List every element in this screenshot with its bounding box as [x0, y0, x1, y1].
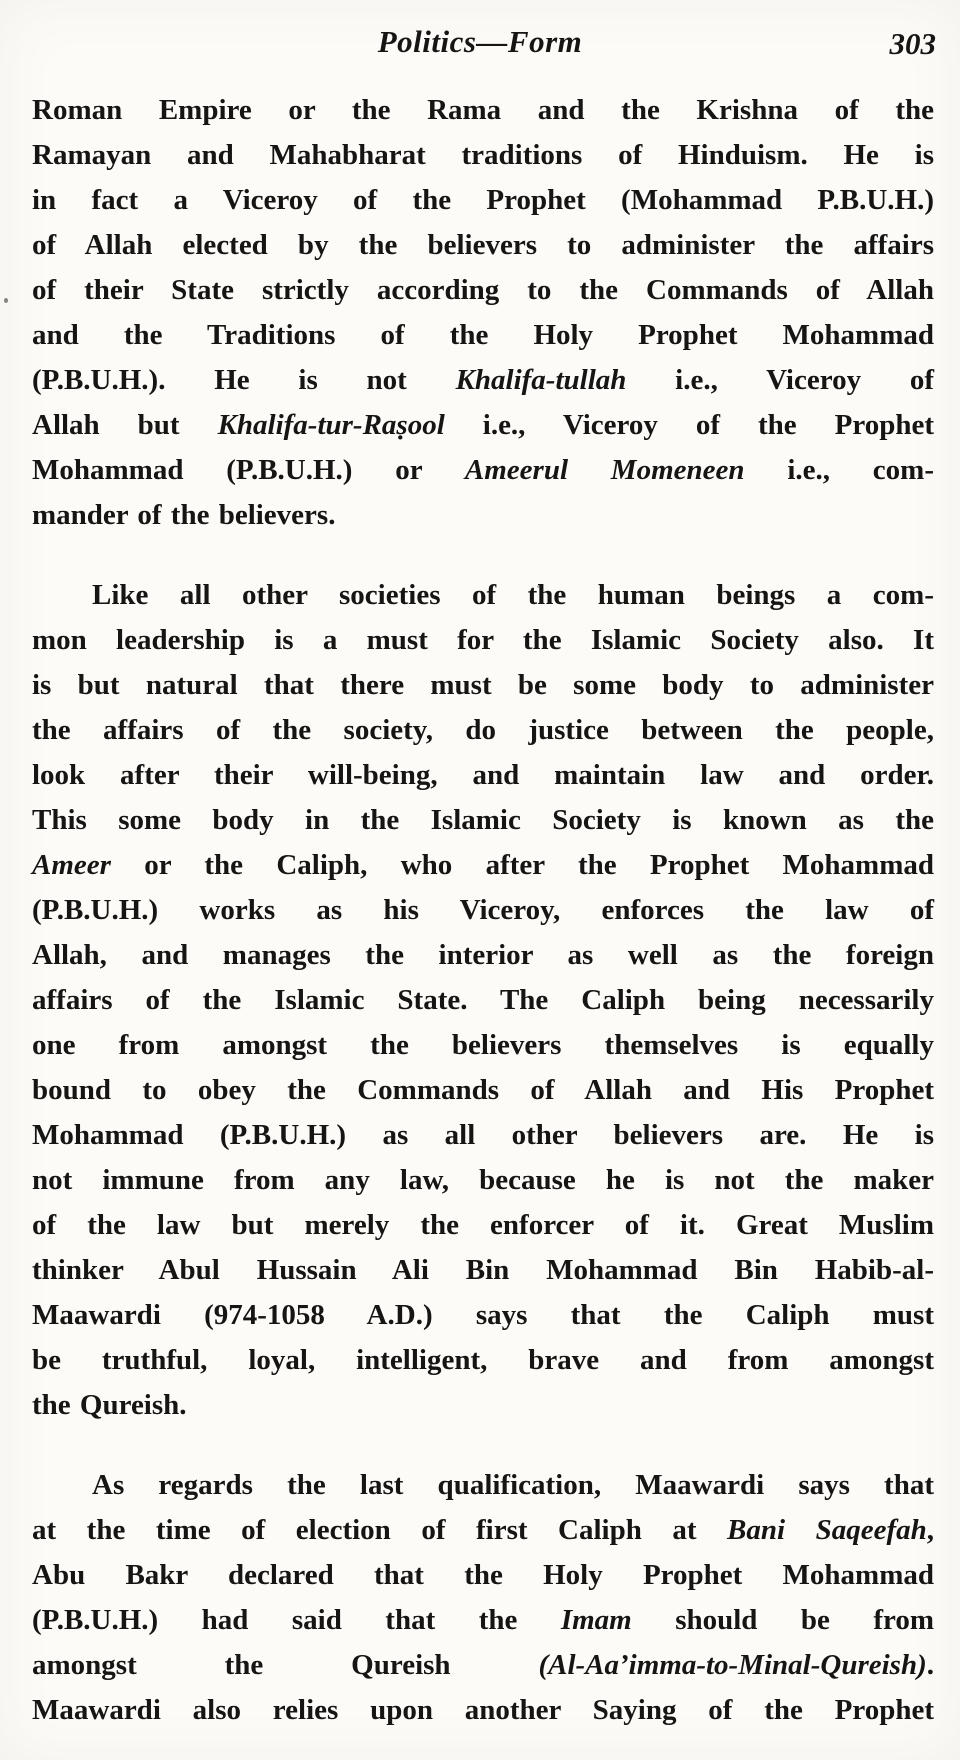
- text-line: [32, 618, 934, 663]
- text-line: [32, 1158, 934, 1203]
- text-line: [32, 1293, 934, 1338]
- text-line: [32, 1688, 934, 1733]
- text-line: [32, 1508, 934, 1553]
- text-line: [32, 223, 934, 268]
- italic-term: (Al-Aa’imma-to-Minal-Qureish): [538, 1649, 927, 1681]
- text-segment: Mohammad (P.B.U.H.) or: [32, 454, 465, 486]
- text-segment: Maawardi (974-1058 A.D.) says that the Caliph must: [32, 1299, 934, 1331]
- text-line: [32, 313, 934, 358]
- text-segment: (P.B.U.H.) works as his Viceroy, enforces the law of: [32, 894, 934, 926]
- italic-term: Ameerul Momeneen: [464, 454, 745, 486]
- text-segment: be truthful, loyal, intelligent, brave and from amongst: [32, 1344, 934, 1376]
- text-line: [32, 1068, 934, 1113]
- running-header: [0, 24, 960, 72]
- text-segment: affairs of the Islamic State. The Caliph being necessarily: [32, 984, 934, 1016]
- text-segment: of Allah elected by the believers to administer the affairs: [32, 229, 934, 261]
- text-segment: one from amongst the believers themselves is equally: [32, 1029, 934, 1061]
- text-line: [32, 978, 934, 1023]
- text-line: [32, 1553, 934, 1598]
- text-line: [32, 88, 934, 133]
- text-line: [32, 1598, 934, 1643]
- text-segment: not immune from any law, because he is not the maker: [32, 1164, 934, 1196]
- text-segment: the affairs of the society, do justice between the people,: [32, 714, 934, 746]
- text-line: [32, 1463, 934, 1508]
- text-line: [32, 663, 934, 708]
- text-line: [32, 403, 934, 448]
- paragraph: [32, 88, 934, 538]
- text-segment: As regards the last qualification, Maawardi says that: [92, 1469, 934, 1501]
- text-line: [32, 1203, 934, 1248]
- text-segment: i.e., Viceroy of: [626, 364, 934, 396]
- text-segment: thinker Abul Hussain Ali Bin Mohammad Bin Habib-al-: [32, 1254, 934, 1286]
- scan-speck: [537, 585, 540, 588]
- text-line: [32, 843, 934, 888]
- italic-term: Bani Saqeefah: [727, 1514, 927, 1546]
- text-segment: Abu Bakr declared that the Holy Prophet Mohammad: [32, 1559, 934, 1591]
- text-segment: ,: [926, 1514, 934, 1546]
- page-number: 303: [889, 26, 936, 61]
- text-line: [32, 1383, 934, 1428]
- italic-term: Khalifa-tur-Raṣool: [217, 409, 445, 441]
- text-line: [32, 178, 934, 223]
- text-segment: Like all other societies of the human beings a com-: [92, 579, 934, 611]
- text-segment: look after their will-being, and maintain law and order.: [32, 759, 934, 791]
- text-line: [32, 268, 934, 313]
- text-segment: the Qureish.: [32, 1389, 187, 1421]
- text-segment: Roman Empire or the Rama and the Krishna of the: [32, 94, 934, 126]
- text-segment: of the law but merely the enforcer of it. Great Muslim: [32, 1209, 934, 1241]
- text-segment: Allah, and manages the interior as well as the foreign: [32, 939, 934, 971]
- text-line: [32, 1113, 934, 1158]
- italic-term: Ameer: [32, 849, 111, 881]
- italic-term: Imam: [560, 1604, 632, 1636]
- text-line: [32, 1338, 934, 1383]
- paragraph: [32, 1463, 934, 1733]
- text-line: [32, 708, 934, 753]
- text-segment: (P.B.U.H.) had said that the: [32, 1604, 561, 1636]
- text-segment: This some body in the Islamic Society is known as the: [32, 804, 934, 836]
- text-line: [32, 448, 934, 493]
- text-line: [32, 358, 934, 403]
- text-segment: mon leadership is a must for the Islamic Society also. It: [32, 624, 934, 656]
- text-line: [32, 573, 934, 618]
- text-line: [32, 1248, 934, 1293]
- text-line: [32, 753, 934, 798]
- text-segment: .: [926, 1649, 934, 1681]
- text-segment: of their State strictly according to the Commands of Allah: [32, 274, 934, 306]
- paragraph: [32, 573, 934, 1428]
- text-line: [32, 1023, 934, 1068]
- text-segment: i.e., com-: [744, 454, 934, 486]
- text-segment: is but natural that there must be some body to administer: [32, 669, 934, 701]
- italic-term: Khalifa-tullah: [455, 364, 627, 396]
- text-line: [32, 888, 934, 933]
- text-segment: at the time of election of first Caliph at: [32, 1514, 728, 1546]
- text-segment: amongst the Qureish: [32, 1649, 539, 1681]
- text-line: [32, 933, 934, 978]
- text-segment: bound to obey the Commands of Allah and His Prophet: [32, 1074, 934, 1106]
- text-segment: mander of the believers.: [32, 499, 336, 531]
- text-segment: in fact a Viceroy of the Prophet (Mohammad P.B.U.H.): [32, 184, 934, 216]
- text-segment: (P.B.U.H.). He is not: [32, 364, 456, 396]
- text-segment: Allah but: [32, 409, 218, 441]
- text-segment: or the Caliph, who after the Prophet Mohammad: [110, 849, 934, 881]
- text-segment: i.e., Viceroy of the Prophet: [444, 409, 934, 441]
- text-segment: Mohammad (P.B.U.H.) as all other believers are. He is: [32, 1119, 934, 1151]
- text-segment: Maawardi also relies upon another Saying of the Prophet: [32, 1694, 934, 1726]
- text-segment: and the Traditions of the Holy Prophet Mohammad: [32, 319, 934, 351]
- text-line: [32, 133, 934, 178]
- text-segment: should be from: [631, 1604, 934, 1636]
- text-line: [32, 798, 934, 843]
- scan-speck: [4, 298, 8, 303]
- text-line: [32, 1643, 934, 1688]
- text-segment: Ramayan and Mahabharat traditions of Hinduism. He is: [32, 139, 934, 171]
- running-title: Politics—Form: [377, 24, 583, 59]
- text-line: [32, 493, 934, 538]
- page-body: [32, 88, 934, 1733]
